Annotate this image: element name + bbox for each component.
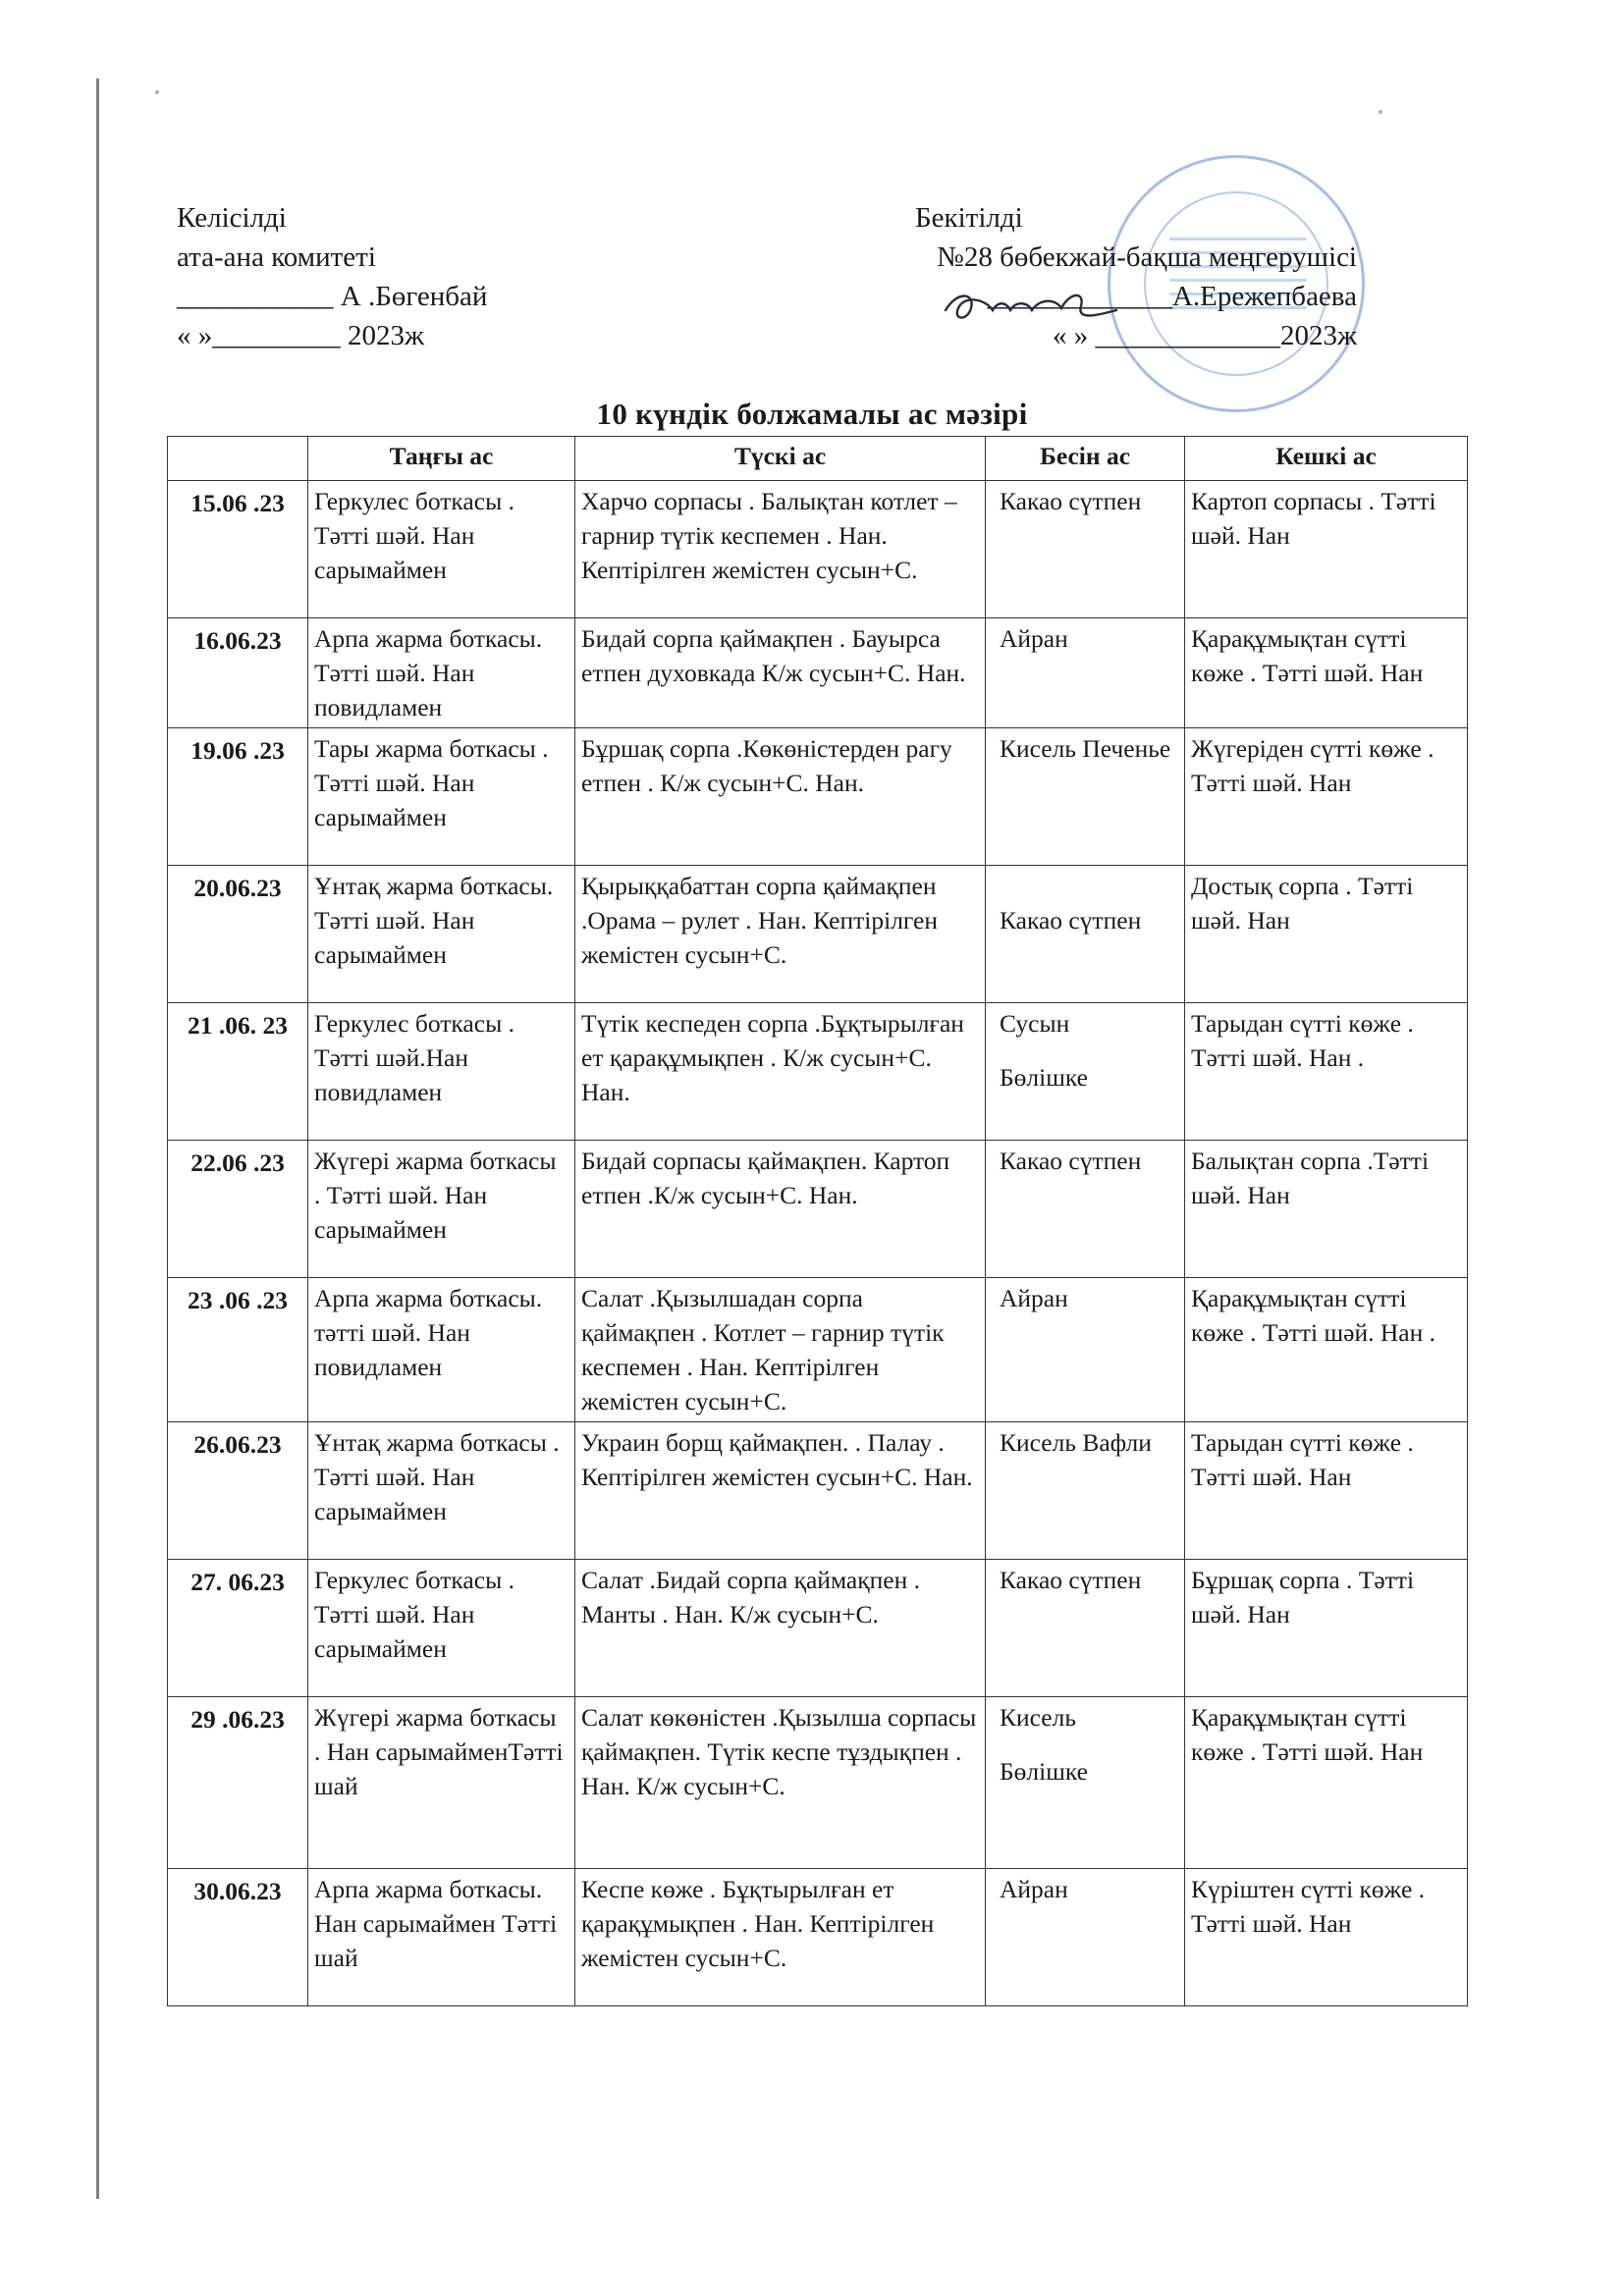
dinner-cell: Тарыдан сүтті көже . Тәтті шәй. Нан — [1185, 1422, 1468, 1560]
approved-signature-line: _____________А.Ережепбаева — [987, 281, 1357, 312]
scan-speck — [1379, 110, 1382, 114]
snack-cell — [986, 1560, 1185, 1697]
snack-cell — [986, 728, 1185, 866]
dinner-cell: Тарыдан сүтті көже . Тәтті шәй. Нан . — [1185, 1003, 1468, 1141]
lunch-cell: Бидай сорпасы қаймақпен. Картоп етпен .К/ж сусын+С. Нан. — [575, 1141, 986, 1278]
breakfast-cell: Геркулес боткасы . Тәтті шәй.Нан повидламен — [308, 1003, 575, 1141]
table-row — [168, 1278, 1468, 1422]
dinner-cell: Бұршақ сорпа . Тәтті шәй. Нан — [1185, 1560, 1468, 1697]
approved-label: Бекітілді — [915, 202, 1023, 234]
lunch-cell: Қырыққабаттан сорпа қаймақпен .Орама – рулет . Нан. Кептірілген жемістен сусын+С. — [575, 866, 986, 1003]
breakfast-cell: Геркулес боткасы . Тәтті шәй. Нан сарымаймен — [308, 481, 575, 618]
breakfast-cell: Арпа жарма боткасы. тәтті шәй. Нан повидламен — [308, 1278, 575, 1422]
snack-item: Бөлішке — [1000, 1063, 1088, 1092]
head-position-label: №28 бөбекжай-бақша меңгерушісі — [937, 241, 1357, 273]
dinner-cell: Қарақұмықтан сүтті көже . Тәтті шәй. Нан — [1185, 618, 1468, 728]
breakfast-cell: Ұнтақ жарма боткасы. Тәтті шәй. Нан сарымаймен — [308, 866, 575, 1003]
snack-cell — [986, 1141, 1185, 1278]
breakfast-cell: Жүгері жарма боткасы . Тәтті шәй. Нан сарымаймен — [308, 1141, 575, 1278]
column-header-breakfast: Таңғы ас — [308, 437, 575, 481]
snack-item: Айран — [1000, 1284, 1068, 1312]
dinner-cell: Қарақұмықтан сүтті көже . Тәтті шәй. Нан — [1185, 1697, 1468, 1869]
date-cell: 29 .06.23 — [168, 1697, 308, 1869]
snack-cell — [986, 618, 1185, 728]
table-row — [168, 1141, 1468, 1278]
breakfast-cell: Арпа жарма боткасы. Нан сарымаймен Тәтті шай — [308, 1869, 575, 2006]
date-cell: 20.06.23 — [168, 866, 308, 1003]
parent-committee-label: ата-ана комитеті — [177, 241, 376, 273]
lunch-cell: Украин борщ қаймақпен. . Палау . Кептірілген жемістен сусын+С. Нан. — [575, 1422, 986, 1560]
lunch-cell: Харчо сорпасы . Балықтан котлет – гарнир түтік кеспемен . Нан. Кептірілген жемістен сусын+С. — [575, 481, 986, 618]
snack-item: Какао сүтпен — [1000, 487, 1142, 515]
breakfast-cell: Ұнтақ жарма боткасы . Тәтті шәй. Нан сарымаймен — [308, 1422, 575, 1560]
snack-item: Айран — [1000, 1875, 1068, 1903]
handwritten-signature — [938, 281, 1124, 330]
dinner-cell: Күріштен сүтті көже . Тәтті шәй. Нан — [1185, 1869, 1468, 2006]
dinner-cell: Қарақұмықтан сүтті көже . Тәтті шәй. Нан . — [1185, 1278, 1468, 1422]
snack-cell — [986, 1697, 1185, 1869]
agreed-signature-line: ___________ А .Бөгенбай — [177, 281, 488, 312]
breakfast-cell: Арпа жарма боткасы. Тәтті шәй. Нан повидламен — [308, 618, 575, 728]
breakfast-cell: Тары жарма боткасы . Тәтті шәй. Нан сарымаймен — [308, 728, 575, 866]
agreed-date-line: « »_________ 2023ж — [177, 320, 425, 351]
date-cell: 16.06.23 — [168, 618, 308, 728]
date-cell: 30.06.23 — [168, 1869, 308, 2006]
table-row — [168, 618, 1468, 728]
table-row — [168, 481, 1468, 618]
column-header-lunch: Түскі ас — [575, 437, 986, 481]
menu-table — [167, 436, 1468, 2006]
lunch-cell: Түтік кеспеден сорпа .Бұқтырылған ет қарақұмықпен . К/ж сусын+С. Нан. — [575, 1003, 986, 1141]
dinner-cell: Жүгеріден сүтті көже . Тәтті шәй. Нан — [1185, 728, 1468, 866]
table-row — [168, 866, 1468, 1003]
date-cell: 26.06.23 — [168, 1422, 308, 1560]
table-row — [168, 1422, 1468, 1560]
table-row — [168, 1560, 1468, 1697]
lunch-cell: Кеспе көже . Бұқтырылған ет қарақұмықпен . Нан. Кептірілген жемістен сусын+С. — [575, 1869, 986, 2006]
date-cell: 19.06 .23 — [168, 728, 308, 866]
table-row — [168, 1003, 1468, 1141]
table-row — [168, 728, 1468, 866]
snack-item: Сусын — [1000, 1009, 1070, 1038]
approved-block — [846, 198, 1357, 355]
lunch-cell: Бидай сорпа қаймақпен . Бауырса етпен духовкада К/ж сусын+С. Нан. — [575, 618, 986, 728]
snack-item: Айран — [1000, 624, 1068, 653]
menu-title: 10 күндік болжамалы ас мәзірі — [596, 397, 1028, 431]
lunch-cell: Салат .Қызылшадан сорпа қаймақпен . Котлет – гарнир түтік кеспемен . Нан. Кептірілген жемістен сусын+С. — [575, 1278, 986, 1422]
snack-cell — [986, 1003, 1185, 1141]
breakfast-cell: Геркулес боткасы . Тәтті шәй. Нан сарымаймен — [308, 1560, 575, 1697]
date-cell: 22.06 .23 — [168, 1141, 308, 1278]
table-row — [168, 1869, 1468, 2006]
column-header-date — [168, 437, 308, 481]
agreed-label: Келісілді — [177, 202, 287, 234]
snack-cell — [986, 481, 1185, 618]
snack-item: Какао сүтпен — [1000, 1566, 1142, 1594]
approved-date-line: « » _____________2023ж — [1052, 320, 1357, 351]
table-row — [168, 1697, 1468, 1869]
column-header-snack: Бесін ас — [986, 437, 1185, 481]
lunch-cell: Салат көкөністен .Қызылша сорпасы қаймақпен. Түтік кеспе тұздықпен . Нан. К/ж сусын+С. — [575, 1697, 986, 1869]
snack-item: Какао сүтпен — [1000, 1147, 1142, 1175]
date-cell: 27. 06.23 — [168, 1560, 308, 1697]
snack-cell — [986, 866, 1185, 1003]
dinner-cell: Балықтан сорпа .Тәтті шәй. Нан — [1185, 1141, 1468, 1278]
snack-item: Кисель — [1000, 1703, 1076, 1732]
snack-item: Кисель Печенье — [1000, 734, 1171, 763]
snack-cell — [986, 1278, 1185, 1422]
snack-item: Бөлішке — [1000, 1757, 1088, 1786]
lunch-cell: Бұршақ сорпа .Көкөністерден рагу етпен . К/ж сусын+С. Нан. — [575, 728, 986, 866]
scan-speck — [155, 90, 159, 94]
table-header-row — [168, 437, 1468, 481]
date-cell: 21 .06. 23 — [168, 1003, 308, 1141]
snack-item: Какао сүтпен — [1000, 906, 1142, 934]
breakfast-cell: Жүгері жарма боткасы . Нан сарымайменТәтті шай — [308, 1697, 575, 1869]
snack-cell — [986, 1422, 1185, 1560]
agreed-block — [177, 198, 487, 355]
snack-item: Кисель Вафли — [1000, 1428, 1152, 1457]
date-cell: 23 .06 .23 — [168, 1278, 308, 1422]
dinner-cell: Картоп сорпасы . Тәтті шәй. Нан — [1185, 481, 1468, 618]
date-cell: 15.06 .23 — [168, 481, 308, 618]
column-header-dinner: Кешкі ас — [1185, 437, 1468, 481]
lunch-cell: Салат .Бидай сорпа қаймақпен . Манты . Нан. К/ж сусын+С. — [575, 1560, 986, 1697]
snack-cell — [986, 1869, 1185, 2006]
dinner-cell: Достық сорпа . Тәтті шәй. Нан — [1185, 866, 1468, 1003]
